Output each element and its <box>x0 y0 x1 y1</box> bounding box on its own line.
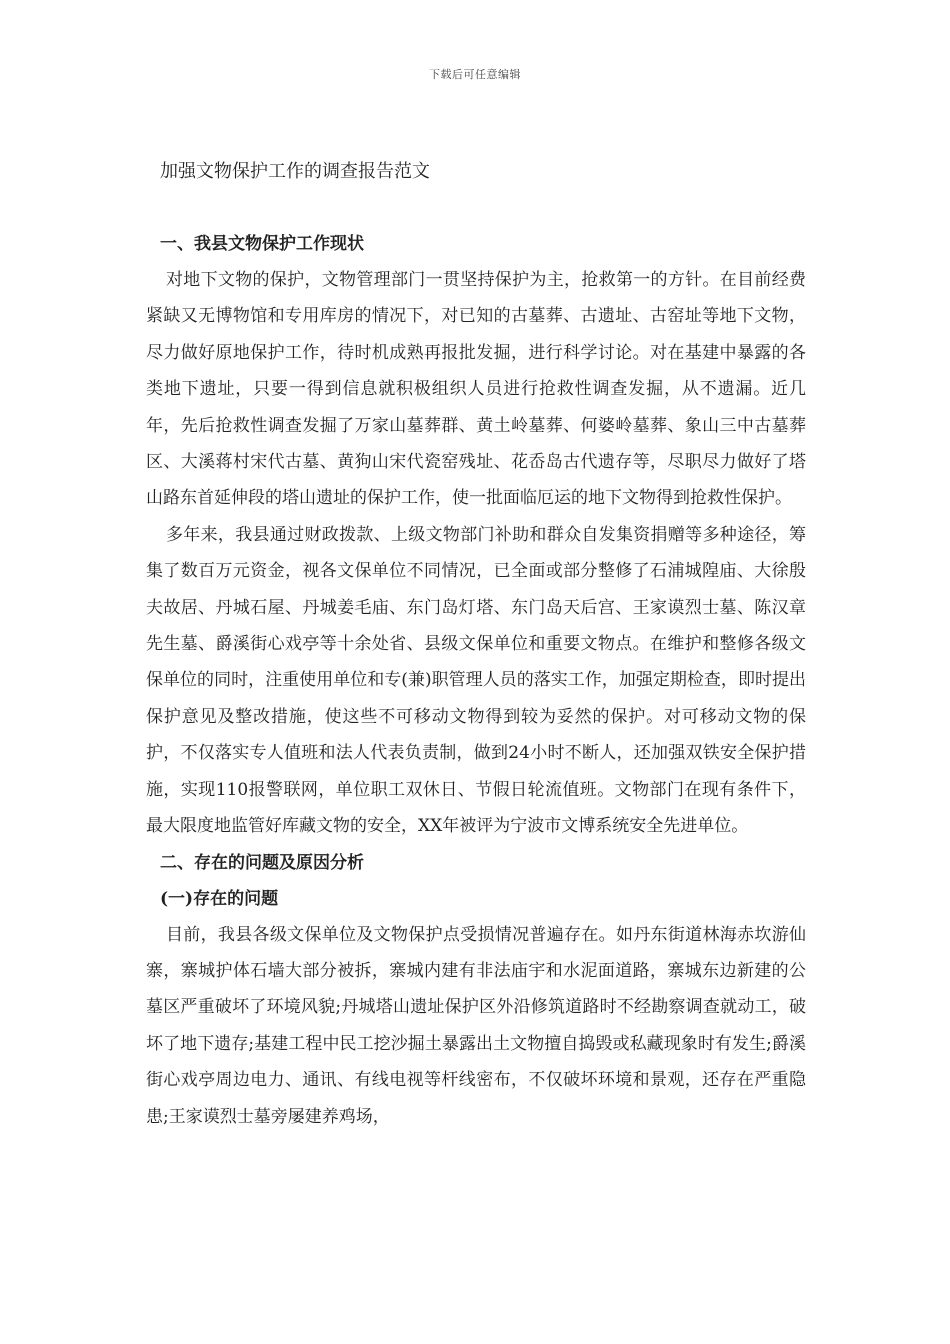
page-header-note: 下载后可任意编辑 <box>429 68 521 81</box>
document-body <box>146 156 806 1135</box>
section-1-heading: 一、我县文物保护工作现状 <box>160 234 364 254</box>
section-2-subheading: (一)存在的问题 <box>160 888 279 909</box>
section-1-paragraph-2: 多年来，我县通过财政拨款、上级文物部门补助和群众自发集资捐赠等多种途径，筹集了数百万元资金，视各文保单位不同情况，已全面或部分整修了石浦城隍庙、大徐殷夫故居、丹城石屋、丹城姜毛庙、东门岛灯塔、东门岛天后宫、王家谟烈士墓、陈汉章先生墓、爵溪街心戏亭等十余处省、县级文保单位和重要文物点。在维护和整修各级文保单位的同时，注重使用单位和专(兼)职管理人员的落实工作，加强定期检查，即时提出保护意见及整改措施，使这些不可移动文物得到较为妥然的保护。对可移动文物的保护，不仅落实专人值班和法人代表负责制，做到24小时不断人，还加强双铁安全保护措施，实现110报警联网，单位职工双休日、节假日轮流值班。文物部门在现有条件下，最大限度地监管好库藏文物的安全，XX年被评为宁波市文博系统安全先进单位。 <box>146 524 806 837</box>
section-1-paragraph-1: 对地下文物的保护，文物管理部门一贯坚持保护为主，抢救第一的方针。在目前经费紧缺又无博物馆和专用库房的情况下，对已知的古墓葬、古遗址、古窑址等地下文物，尽力做好原地保护工作，待时机成熟再报批发掘，进行科学讨论。对在基建中暴露的各类地下遗址，只要一得到信息就积极组织人员进行抢救性调查发掘，从不遗漏。近几年，先后抢救性调查发掘了万家山墓葬群、黄土岭墓葬、何婆岭墓葬、象山三中古墓葬区、大溪蒋村宋代古墓、黄狗山宋代瓷窑残址、花岙岛古代遗存等，尽职尽力做好了塔山路东首延伸段的塔山遗址的保护工作，使一批面临厄运的地下文物得到抢救性保护。 <box>146 270 806 509</box>
section-2-paragraph-1: 目前，我县各级文保单位及文物保护点受损情况普遍存在。如丹东街道林海赤坎游仙寨，寨城护体石墙大部分被拆，寨城内建有非法庙宇和水泥面道路，寨城东边新建的公墓区严重破坏了环境风貌;丹城塔山遗址保护区外沿修筑道路时不经勘察调查就动工，破坏了地下遗存;基建工程中民工挖沙掘土暴露出土文物擅自捣毁或私藏现象时有发生;爵溪街心戏亭周边电力、通讯、有线电视等杆线密布，不仅破坏环境和景观，还存在严重隐患;王家谟烈士墓旁屡建养鸡场， <box>146 924 806 1127</box>
section-2-heading: 二、存在的问题及原因分析 <box>160 852 364 873</box>
document-title: 加强文物保护工作的调查报告范文 <box>160 161 430 182</box>
